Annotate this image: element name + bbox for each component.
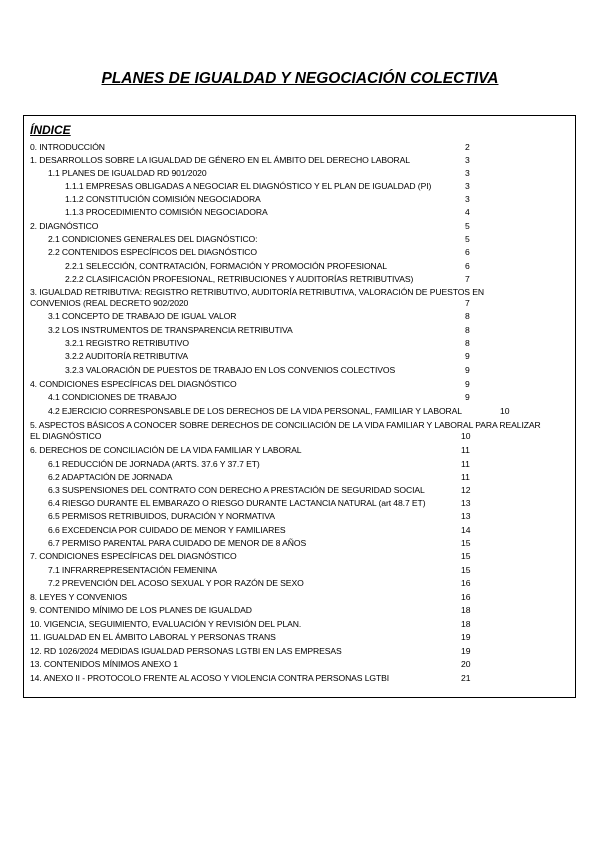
toc-page: 5	[465, 221, 470, 231]
toc-page: 3	[465, 194, 470, 204]
toc-entry[interactable]: 3.2.3 VALORACIÓN DE PUESTOS DE TRABAJO EN LOS CONVENIOS COLECTIVOS	[65, 365, 396, 375]
toc-entry[interactable]: 1. DESARROLLOS SOBRE LA IGUALDAD DE GÉNERO EN EL ÁMBITO DEL DERECHO LABORAL	[30, 155, 410, 165]
toc-page: 3	[465, 181, 470, 191]
toc-entry[interactable]: 3.2.2 AUDITORÍA RETRIBUTIVA	[65, 351, 189, 361]
toc-entry[interactable]: 2.1 CONDICIONES GENERALES DEL DIAGNÓSTICO:	[48, 234, 258, 244]
toc-page: 6	[465, 261, 470, 271]
toc-entry[interactable]: 6.5 PERMISOS RETRIBUIDOS, DURACIÓN Y NORMATIVA	[48, 511, 275, 521]
toc-page: 3	[465, 155, 470, 165]
index-box	[23, 115, 576, 698]
toc-entry[interactable]: 6.3 SUSPENSIONES DEL CONTRATO CON DERECHO A PRESTACIÓN DE SEGURIDAD SOCIAL	[48, 485, 425, 495]
toc-entry[interactable]: 3.1 CONCEPTO DE TRABAJO DE IGUAL VALOR	[48, 311, 237, 321]
toc-entry[interactable]: 1.1 PLANES DE IGUALDAD RD 901/2020	[48, 168, 207, 178]
toc-entry[interactable]: 2.2 CONTENIDOS ESPECÍFICOS DEL DIAGNÓSTICO	[48, 247, 257, 257]
toc-page: 18	[461, 605, 471, 615]
toc-entry[interactable]: 1.1.1 EMPRESAS OBLIGADAS A NEGOCIAR EL DIAGNÓSTICO Y EL PLAN DE IGUALDAD (PI)	[65, 181, 432, 191]
toc-page: 16	[461, 592, 471, 602]
toc-page: 15	[461, 538, 471, 548]
toc-entry[interactable]: 6.6 EXCEDENCIA POR CUIDADO DE MENOR Y FAMILIARES	[48, 525, 286, 535]
toc-page: 6	[465, 247, 470, 257]
toc-page: 10	[500, 406, 510, 416]
toc-entry[interactable]: 3. IGUALDAD RETRIBUTIVA: REGISTRO RETRIBUTIVO, AUDITORÍA RETRIBUTIVA, VALORACIÓN DE PUESTOS EN CONVENIOS (REAL DECRETO 902/2020	[30, 287, 484, 308]
toc-entry[interactable]: 6.7 PERMISO PARENTAL PARA CUIDADO DE MENOR DE 8 AÑOS	[48, 538, 307, 548]
toc-entry[interactable]: 9. CONTENIDO MÍNIMO DE LOS PLANES DE IGUALDAD	[30, 605, 252, 615]
toc-page: 15	[461, 565, 471, 575]
index-heading: ÍNDICE	[30, 123, 71, 137]
document-title: PLANES DE IGUALDAD Y NEGOCIACIÓN COLECTIVA	[101, 70, 499, 87]
toc-entry[interactable]: 6. DERECHOS DE CONCILIACIÓN DE LA VIDA FAMILIAR Y LABORAL	[30, 445, 302, 455]
toc-page: 9	[465, 379, 470, 389]
toc-page: 11	[461, 472, 470, 482]
toc-page: 8	[465, 311, 470, 321]
toc-page: 9	[465, 365, 470, 375]
toc-page: 13	[461, 498, 471, 508]
toc-entry[interactable]: 2. DIAGNÓSTICO	[30, 221, 99, 231]
toc-entry[interactable]: 6.2 ADAPTACIÓN DE JORNADA	[48, 472, 173, 482]
toc-entry[interactable]: 5. ASPECTOS BÁSICOS A CONOCER SOBRE DERECHOS DE CONCILIACIÓN DE LA VIDA FAMILIAR Y LABORAL PARA REALIZAR EL DIAGNÓSTICO	[30, 420, 541, 441]
toc-entry[interactable]: 12. RD 1026/2024 MEDIDAS IGUALDAD PERSONAS LGTBI EN LAS EMPRESAS	[30, 646, 342, 656]
toc-entry[interactable]: 8. LEYES Y CONVENIOS	[30, 592, 128, 602]
toc-entry[interactable]: 6.1 REDUCCIÓN DE JORNADA (ARTS. 37.6 Y 37.7 ET)	[48, 459, 260, 469]
toc-entry[interactable]: 1.1.2 CONSTITUCIÓN COMISIÓN NEGOCIADORA	[65, 194, 261, 204]
toc-page: 11	[461, 445, 470, 455]
toc-page: 12	[461, 485, 471, 495]
toc-entry[interactable]: 1.1.3 PROCEDIMIENTO COMISIÓN NEGOCIADORA	[65, 207, 268, 217]
toc-entry[interactable]: 10. VIGENCIA, SEGUIMIENTO, EVALUACIÓN Y REVISIÓN DEL PLAN.	[30, 619, 302, 629]
toc-entry[interactable]: 7. CONDICIONES ESPECÍFICAS DEL DIAGNÓSTICO	[30, 551, 237, 561]
toc-entry[interactable]: 6.4 RIESGO DURANTE EL EMBARAZO O RIESGO DURANTE LACTANCIA NATURAL (art 48.7 ET)	[48, 498, 426, 508]
toc-entry[interactable]: 4. CONDICIONES ESPECÍFICAS DEL DIAGNÓSTICO	[30, 379, 237, 389]
toc-entry[interactable]: 13. CONTENIDOS MÍNIMOS ANEXO 1	[30, 659, 178, 669]
toc-entry[interactable]: 7.1 INFRARREPRESENTACIÓN FEMENINA	[48, 565, 217, 575]
toc-entry[interactable]: 0. INTRODUCCIÓN	[30, 142, 105, 152]
toc-page: 19	[461, 646, 471, 656]
toc-page: 7	[465, 274, 470, 284]
toc-page: 9	[465, 392, 470, 402]
toc-entry[interactable]: 3.2.1 REGISTRO RETRIBUTIVO	[65, 338, 189, 348]
toc-entry[interactable]: 11. IGUALDAD EN EL ÁMBITO LABORAL Y PERSONAS TRANS	[30, 632, 276, 642]
toc-page: 16	[461, 578, 471, 588]
toc-page: 18	[461, 619, 471, 629]
toc-page: 9	[465, 351, 470, 361]
toc-page: 3	[465, 168, 470, 178]
toc-page: 7	[465, 298, 470, 308]
toc-page: 11	[461, 459, 470, 469]
toc-entry[interactable]: 2.2.2 CLASIFICACIÓN PROFESIONAL, RETRIBUCIONES Y AUDITORÍAS RETRIBUTIVAS)	[65, 274, 414, 284]
toc-page: 21	[461, 673, 471, 683]
toc-entry[interactable]: 2.2.1 SELECCIÓN, CONTRATACIÓN, FORMACIÓN Y PROMOCIÓN PROFESIONAL	[65, 261, 387, 271]
toc-page: 19	[461, 632, 471, 642]
toc-page: 20	[461, 659, 471, 669]
toc-page: 5	[465, 234, 470, 244]
toc-page: 8	[465, 338, 470, 348]
toc-page: 14	[461, 525, 471, 535]
toc-page: 13	[461, 511, 471, 521]
toc-page: 15	[461, 551, 471, 561]
toc-entry[interactable]: 3.2 LOS INSTRUMENTOS DE TRANSPARENCIA RETRIBUTIVA	[48, 325, 293, 335]
toc-page: 2	[465, 142, 470, 152]
toc-page: 10	[461, 431, 471, 441]
toc-entry[interactable]: 14. ANEXO II - PROTOCOLO FRENTE AL ACOSO Y VIOLENCIA CONTRA PERSONAS LGTBI	[30, 673, 390, 683]
toc-entry[interactable]: 4.1 CONDICIONES DE TRABAJO	[48, 392, 177, 402]
toc-entry[interactable]: 4.2 EJERCICIO CORRESPONSABLE DE LOS DERECHOS DE LA VIDA PERSONAL, FAMILIAR Y LABORAL	[48, 406, 462, 416]
toc-entry[interactable]: 7.2 PREVENCIÓN DEL ACOSO SEXUAL Y POR RAZÓN DE SEXO	[48, 578, 304, 588]
toc-page: 8	[465, 325, 470, 335]
toc-page: 4	[465, 207, 470, 217]
